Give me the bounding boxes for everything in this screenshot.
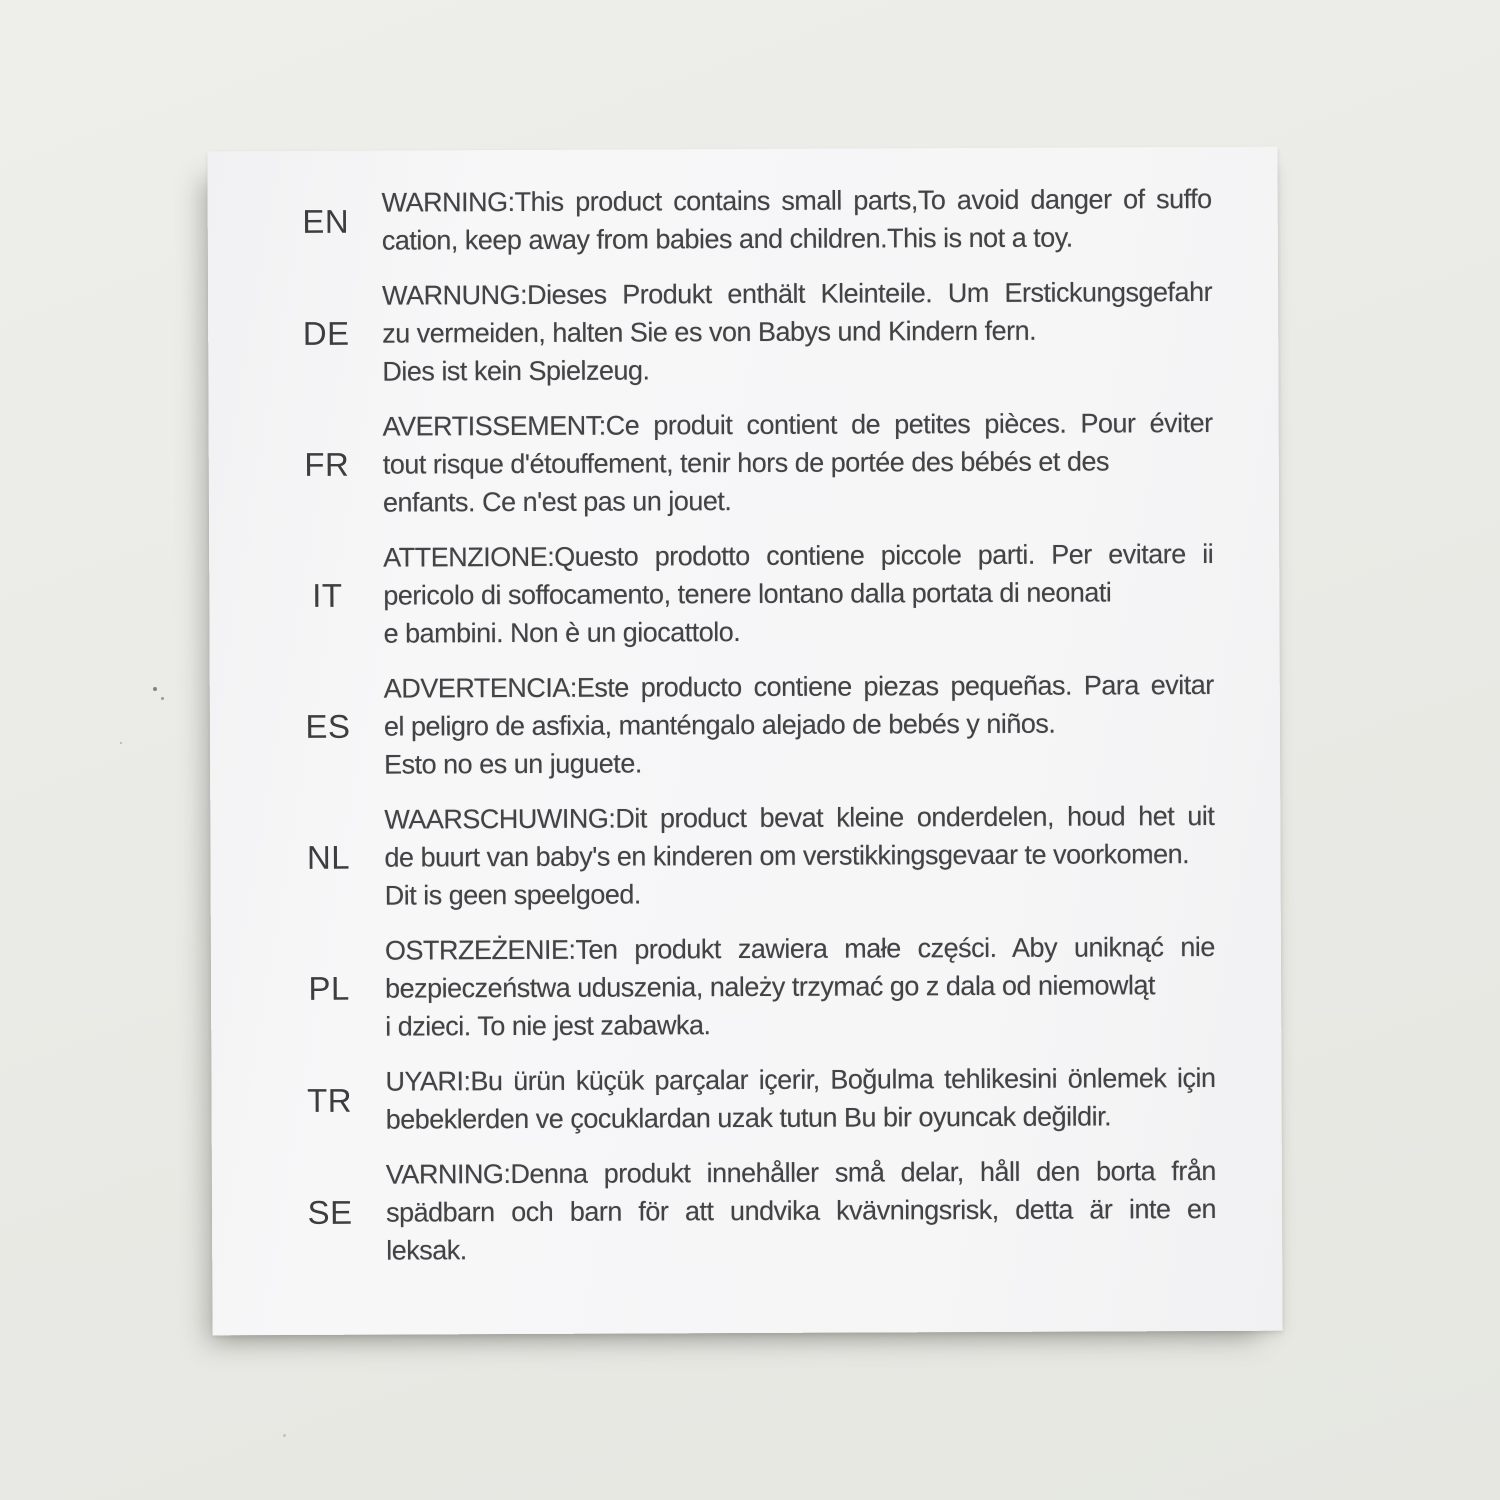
warning-line: zu vermeiden, halten Sie es von Babys und Kindern fern. <box>382 315 1037 349</box>
language-block-tr <box>273 1059 1215 1139</box>
language-code: ES <box>305 707 351 745</box>
warning-line: pericolo di soffocamento, tenere lontano dalla portata di neonati <box>383 577 1112 611</box>
language-code: IT <box>312 576 343 614</box>
language-block-nl <box>272 797 1214 915</box>
language-code: DE <box>302 314 350 352</box>
warning-line: spädbarn och barn för att undvika kvävningsrisk, detta är inte en <box>385 1193 1217 1228</box>
language-block-es <box>272 666 1214 784</box>
warning-line: e bambini. Non è un giocattolo. <box>383 617 741 649</box>
warning-text <box>385 928 1215 1046</box>
warning-text <box>383 404 1213 522</box>
dust-speck <box>161 697 164 700</box>
dust-speck <box>153 687 157 691</box>
language-block-en <box>270 180 1212 260</box>
warning-line: bebeklerden ve çocuklardan uzak tutun Bu bir oyuncak değildir. <box>385 1101 1112 1135</box>
language-block-pl <box>273 928 1215 1046</box>
warning-line: ADVERTENCIA:Este producto contiene piezas pequeñas. Para evitar <box>383 669 1214 704</box>
warning-line: el peligro de asfixia, manténgalo alejado de bebés y niños. <box>383 708 1056 742</box>
warning-text <box>383 535 1213 653</box>
warning-text <box>386 1152 1216 1270</box>
language-block-fr <box>271 404 1213 522</box>
warning-blocks <box>270 180 1217 1270</box>
warning-line: Esto no es un juguete. <box>384 748 642 780</box>
warning-line: VARNING:Denna produkt innehåller små delar, håll den borta från <box>385 1155 1216 1190</box>
language-code: EN <box>302 202 350 240</box>
warning-text <box>384 666 1214 784</box>
warning-line: cation, keep away from babies and children.This is not a toy. <box>381 222 1073 256</box>
warning-line: AVERTISSEMENT:Ce produit contient de petites pièces. Pour éviter <box>382 407 1213 442</box>
warning-text <box>384 797 1214 915</box>
language-code: SE <box>307 1193 353 1231</box>
language-code: TR <box>306 1081 353 1119</box>
language-block-it <box>271 535 1213 653</box>
language-code: FR <box>304 445 350 483</box>
warning-text <box>385 1059 1215 1139</box>
language-code: PL <box>308 969 350 1007</box>
language-block-se <box>274 1152 1216 1270</box>
warning-line: leksak. <box>386 1235 467 1266</box>
warning-line: ATTENZIONE:Questo prodotto contiene piccole parti. Per evitare ii <box>383 538 1214 573</box>
warning-line: UYARI:Bu ürün küçük parçalar içerir, Boğulma tehlikesini önlemek için <box>385 1062 1216 1097</box>
warning-text <box>382 273 1212 391</box>
warning-line: WAARSCHUWING:Dit product bevat kleine onderdelen, houd het uit <box>384 800 1215 835</box>
warning-label-paper <box>207 147 1282 1336</box>
warning-line: WARNING:This product contains small parts,To avoid danger of suffo <box>381 183 1212 218</box>
warning-text <box>382 180 1212 260</box>
warning-line: de buurt van baby's en kinderen om verstikkingsgevaar te voorkomen. <box>384 839 1190 873</box>
warning-line: i dzieci. To nie jest zabawka. <box>385 1010 711 1042</box>
warning-line: bezpieczeństwa uduszenia, należy trzymać go z dala od niemowląt <box>385 970 1156 1004</box>
warning-line: OSTRZEŻENIE:Ten produkt zawiera małe części. Aby uniknąć nie <box>384 931 1215 966</box>
language-code: NL <box>306 838 351 876</box>
warning-line: Dies ist kein Spielzeug. <box>382 355 650 387</box>
dust-speck <box>283 1434 286 1437</box>
dust-speck <box>120 742 122 744</box>
language-block-de <box>270 273 1212 391</box>
warning-line: WARNUNG:Dieses Produkt enthält Kleinteile. Um Erstickungsgefahr <box>381 276 1213 311</box>
warning-line: tout risque d'étouffement, tenir hors de portée des bébés et des <box>382 446 1110 480</box>
warning-line: Dit is geen speelgoed. <box>384 879 641 911</box>
warning-line: enfants. Ce n'est pas un jouet. <box>382 486 732 518</box>
